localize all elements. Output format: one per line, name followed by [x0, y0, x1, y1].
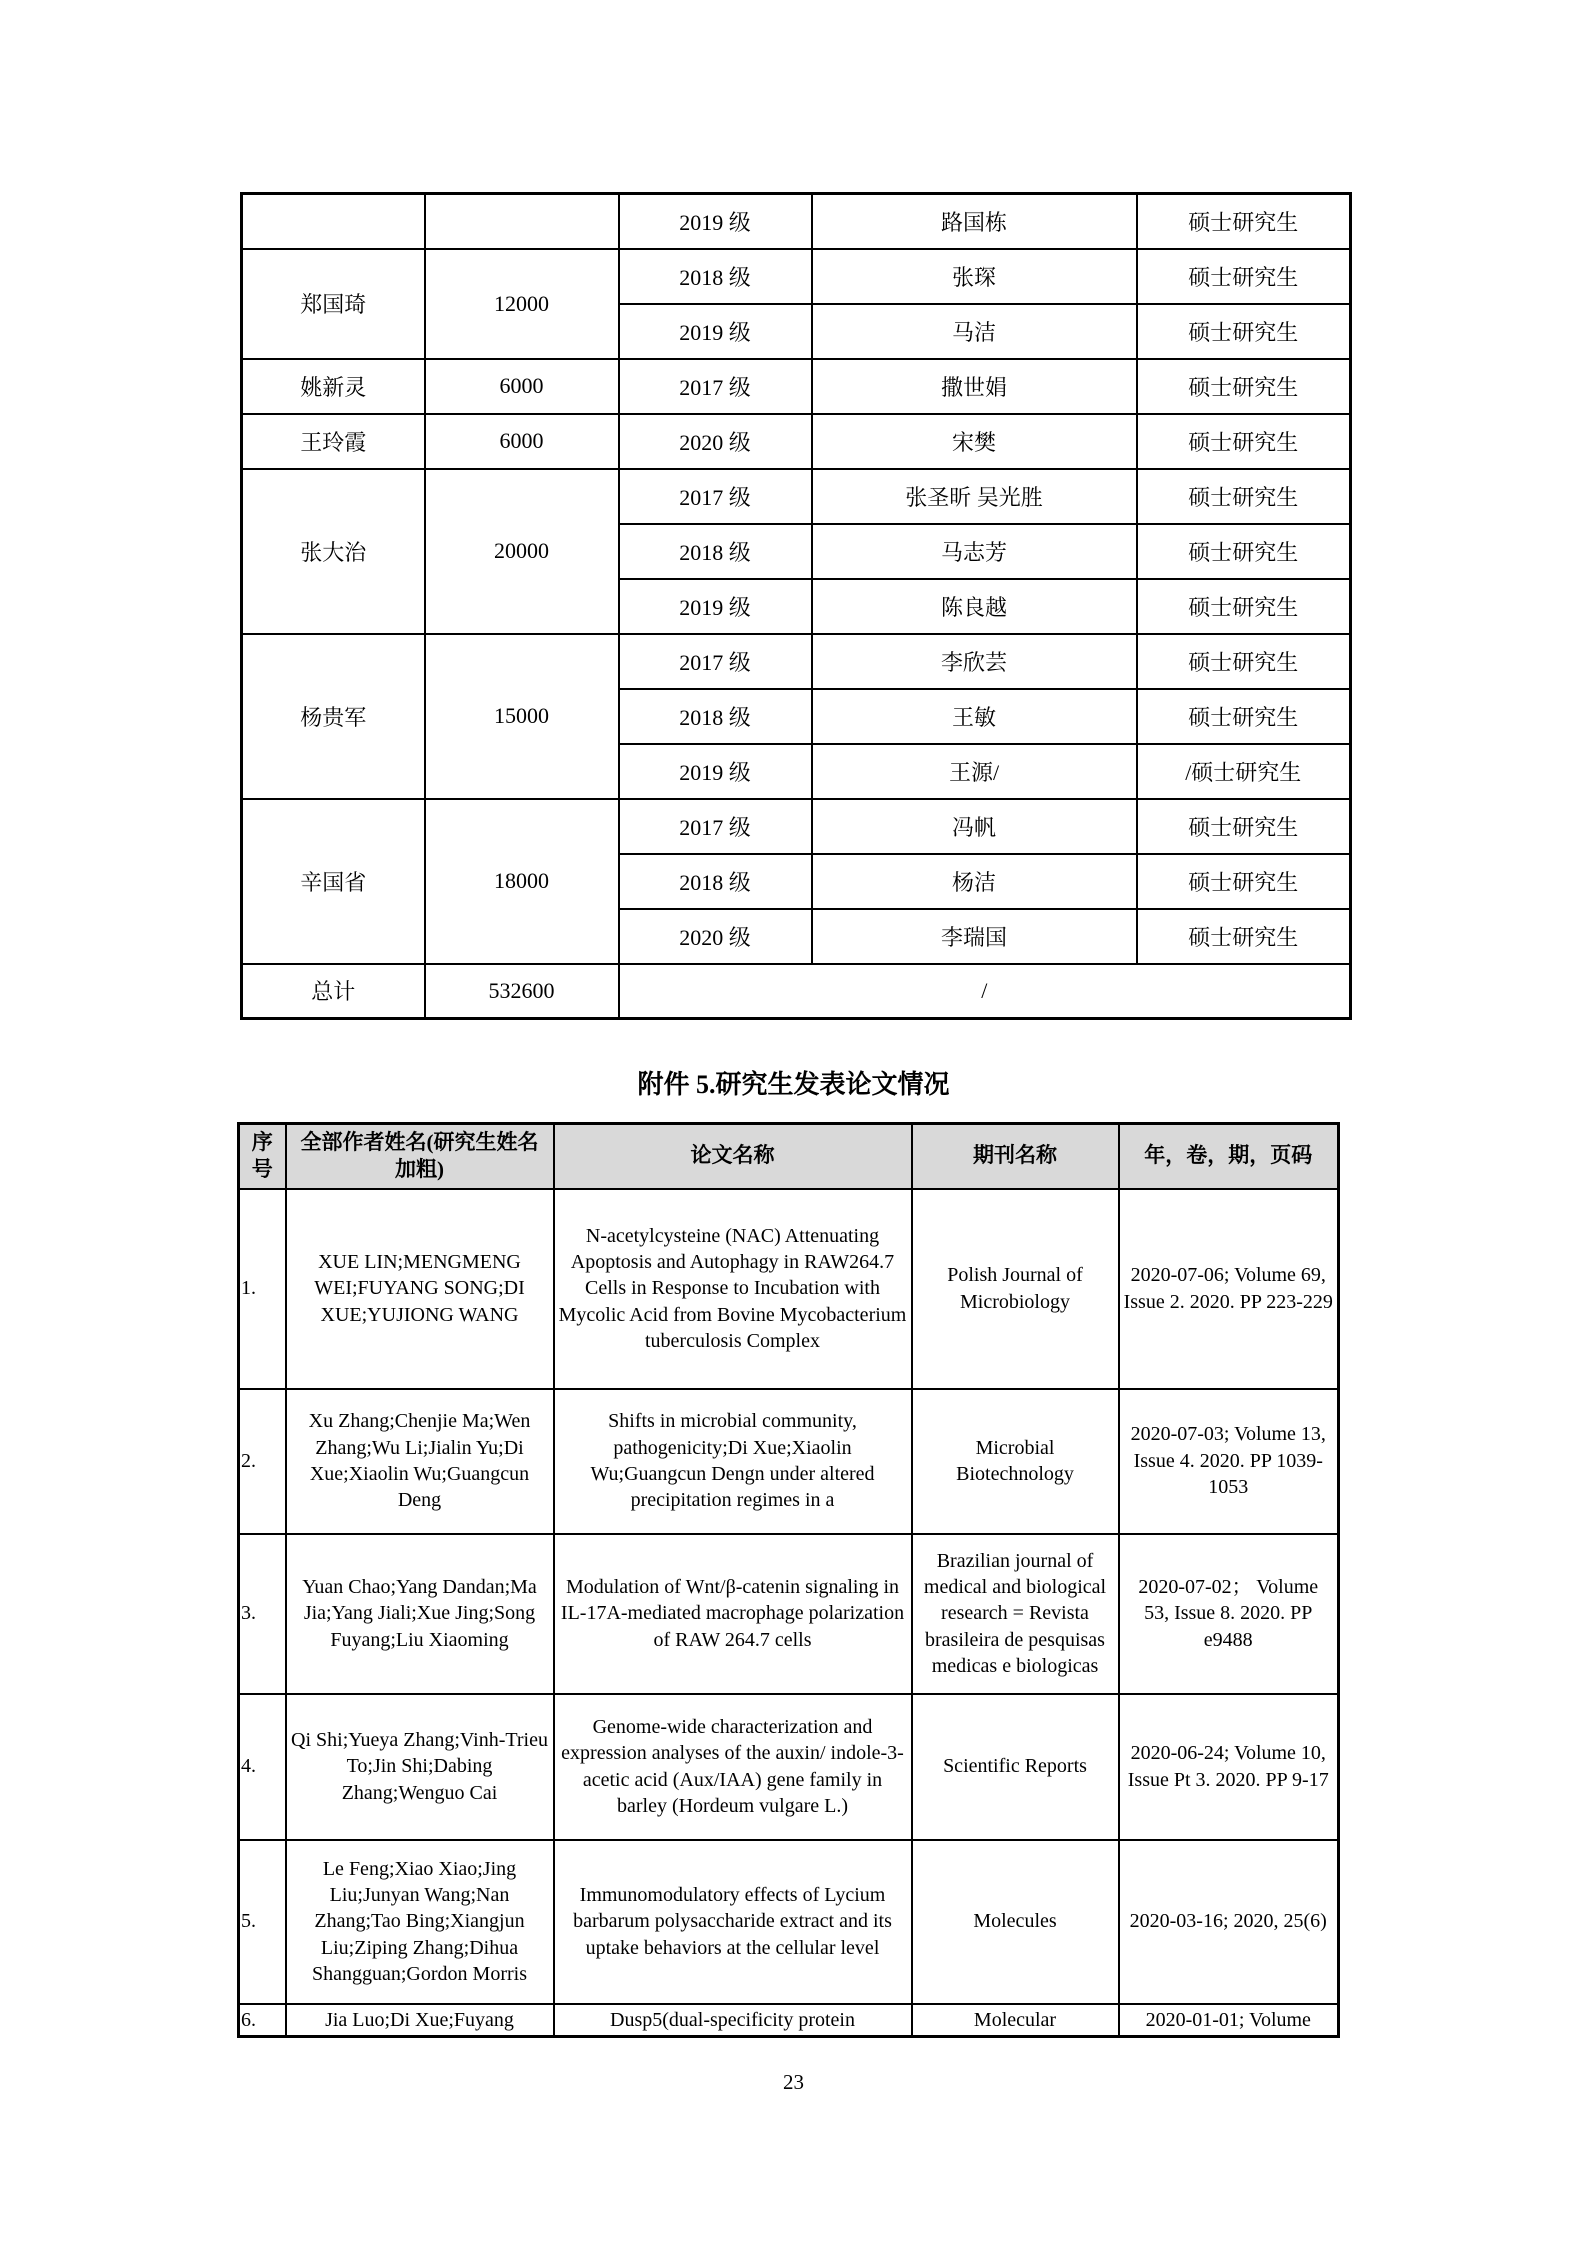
paper-issue-cell: 2020-07-06; Volume 69, Issue 2. 2020. PP 223-229: [1119, 1189, 1339, 1389]
student-name-cell: 宋樊: [812, 414, 1137, 469]
student-type-cell: 硕士研究生: [1137, 469, 1351, 524]
grade-cell: 2018 级: [619, 249, 812, 304]
paper-no-cell: 1.: [239, 1189, 286, 1389]
paper-journal-cell: Scientific Reports: [912, 1694, 1119, 1840]
student-name-cell: 路国栋: [812, 194, 1137, 249]
grade-cell: 2017 级: [619, 799, 812, 854]
student-name-cell: 撒世娟: [812, 359, 1137, 414]
paper-authors-cell: Xu Zhang;Chenjie Ma;Wen Zhang;Wu Li;Jialin Yu;Di Xue;Xiaolin Wu;Guangcun Deng: [286, 1389, 554, 1534]
teacher-name-cell: 郑国琦: [242, 249, 425, 359]
total-label-cell: 总计: [242, 964, 425, 1019]
paper-issue-cell: 2020-06-24; Volume 10, Issue Pt 3. 2020. PP 9-17: [1119, 1694, 1339, 1840]
student-type-cell: 硕士研究生: [1137, 799, 1351, 854]
student-type-cell: 硕士研究生: [1137, 579, 1351, 634]
grade-cell: 2020 级: [619, 909, 812, 964]
grade-cell: 2017 级: [619, 469, 812, 524]
grade-cell: 2018 级: [619, 524, 812, 579]
teacher-name-cell: 姚新灵: [242, 359, 425, 414]
amount-cell: 6000: [425, 359, 619, 414]
header-issue: 年，卷，期，页码: [1119, 1124, 1339, 1189]
paper-journal-cell: Molecular: [912, 2004, 1119, 2037]
student-name-cell: 冯帆: [812, 799, 1137, 854]
funding-row: [242, 634, 1351, 689]
amount-cell: 18000: [425, 799, 619, 964]
papers-header-row: [239, 1124, 1339, 1189]
grade-cell: 2019 级: [619, 194, 812, 249]
student-name-cell: 陈良越: [812, 579, 1137, 634]
paper-row: [239, 1189, 1339, 1389]
paper-row: [239, 1389, 1339, 1534]
paper-issue-cell: 2020-07-02； Volume 53, Issue 8. 2020. PP e9488: [1119, 1534, 1339, 1694]
paper-journal-cell: Molecules: [912, 1840, 1119, 2004]
grade-cell: 2020 级: [619, 414, 812, 469]
student-type-cell: 硕士研究生: [1137, 414, 1351, 469]
paper-title-cell: Genome-wide characterization and expression analyses of the auxin/ indole-3-acetic acid (Aux/IAA) gene family in barley (Hordeum vulgare L.): [554, 1694, 912, 1840]
paper-row: [239, 1840, 1339, 2004]
paper-title-cell: Modulation of Wnt/β-catenin signaling in IL-17A-mediated macrophage polarization of RAW 264.7 cells: [554, 1534, 912, 1694]
student-name-cell: 杨洁: [812, 854, 1137, 909]
paper-no-cell: 4.: [239, 1694, 286, 1840]
paper-no-cell: 3.: [239, 1534, 286, 1694]
paper-title-cell: Shifts in microbial community, pathogenicity;Di Xue;Xiaolin Wu;Guangcun Dengn under altered precipitation regimes in a: [554, 1389, 912, 1534]
grade-cell: 2019 级: [619, 744, 812, 799]
paper-no-cell: 5.: [239, 1840, 286, 2004]
funding-row: [242, 359, 1351, 414]
funding-total-row: [242, 964, 1351, 1019]
teacher-name-cell: 张大治: [242, 469, 425, 634]
student-name-cell: 张圣昕 吴光胜: [812, 469, 1137, 524]
paper-row: [239, 2004, 1339, 2037]
amount-cell: [425, 194, 619, 249]
paper-authors-cell: Le Feng;Xiao Xiao;Jing Liu;Junyan Wang;Nan Zhang;Tao Bing;Xiangjun Liu;Ziping Zhang;Dihua Shangguan;Gordon Morris: [286, 1840, 554, 2004]
teacher-name-cell: 辛国省: [242, 799, 425, 964]
amount-cell: 12000: [425, 249, 619, 359]
student-type-cell: 硕士研究生: [1137, 909, 1351, 964]
funding-row: [242, 249, 1351, 304]
funding-table: [240, 192, 1352, 1020]
paper-row: [239, 1694, 1339, 1840]
student-type-cell: 硕士研究生: [1137, 689, 1351, 744]
papers-table: [237, 1122, 1340, 2038]
grade-cell: 2018 级: [619, 854, 812, 909]
student-name-cell: 王敏: [812, 689, 1137, 744]
page-number: 23: [783, 2070, 804, 2094]
paper-issue-cell: 2020-03-16; 2020, 25(6): [1119, 1840, 1339, 2004]
paper-authors-cell: Jia Luo;Di Xue;Fuyang: [286, 2004, 554, 2037]
student-type-cell: 硕士研究生: [1137, 634, 1351, 689]
student-type-cell: 硕士研究生: [1137, 854, 1351, 909]
paper-issue-cell: 2020-01-01; Volume: [1119, 2004, 1339, 2037]
funding-row: [242, 799, 1351, 854]
grade-cell: 2018 级: [619, 689, 812, 744]
paper-title-cell: Immunomodulatory effects of Lycium barbarum polysaccharide extract and its uptake behaviors at the cellular level: [554, 1840, 912, 2004]
paper-journal-cell: Polish Journal of Microbiology: [912, 1189, 1119, 1389]
header-no: 序号: [239, 1124, 286, 1189]
grade-cell: 2017 级: [619, 634, 812, 689]
student-type-cell: /硕士研究生: [1137, 744, 1351, 799]
paper-title-cell: N-acetylcysteine (NAC) Attenuating Apoptosis and Autophagy in RAW264.7 Cells in Response to Incubation with Mycolic Acid from Bovine Mycobacterium tuberculosis Complex: [554, 1189, 912, 1389]
teacher-name-cell: 王玲霞: [242, 414, 425, 469]
amount-cell: 6000: [425, 414, 619, 469]
student-type-cell: 硕士研究生: [1137, 194, 1351, 249]
paper-no-cell: 6.: [239, 2004, 286, 2037]
teacher-name-cell: 杨贵军: [242, 634, 425, 799]
paper-journal-cell: Brazilian journal of medical and biological research = Revista brasileira de pesquisas medicas e biologicas: [912, 1534, 1119, 1694]
amount-cell: 15000: [425, 634, 619, 799]
paper-row: [239, 1534, 1339, 1694]
amount-cell: 20000: [425, 469, 619, 634]
paper-title-cell: Dusp5(dual-specificity protein: [554, 2004, 912, 2037]
paper-authors-cell: Qi Shi;Yueya Zhang;Vinh-Trieu To;Jin Shi;Dabing Zhang;Wenguo Cai: [286, 1694, 554, 1840]
paper-authors-cell: XUE LIN;MENGMENG WEI;FUYANG SONG;DI XUE;YUJIONG WANG: [286, 1189, 554, 1389]
teacher-name-cell: [242, 194, 425, 249]
total-rest-cell: /: [619, 964, 1351, 1019]
student-type-cell: 硕士研究生: [1137, 359, 1351, 414]
grade-cell: 2017 级: [619, 359, 812, 414]
total-amount-cell: 532600: [425, 964, 619, 1019]
paper-authors-cell: Yuan Chao;Yang Dandan;Ma Jia;Yang Jiali;Xue Jing;Song Fuyang;Liu Xiaoming: [286, 1534, 554, 1694]
header-title: 论文名称: [554, 1124, 912, 1189]
grade-cell: 2019 级: [619, 304, 812, 359]
funding-row: [242, 194, 1351, 249]
attachment5-title: 附件 5.研究生发表论文情况: [637, 1070, 950, 1099]
paper-no-cell: 2.: [239, 1389, 286, 1534]
student-type-cell: 硕士研究生: [1137, 524, 1351, 579]
grade-cell: 2019 级: [619, 579, 812, 634]
student-name-cell: 马洁: [812, 304, 1137, 359]
funding-row: [242, 469, 1351, 524]
header-journal: 期刊名称: [912, 1124, 1119, 1189]
paper-issue-cell: 2020-07-03; Volume 13, Issue 4. 2020. PP 1039-1053: [1119, 1389, 1339, 1534]
student-type-cell: 硕士研究生: [1137, 249, 1351, 304]
paper-journal-cell: Microbial Biotechnology: [912, 1389, 1119, 1534]
header-authors: 全部作者姓名(研究生姓名加粗): [286, 1124, 554, 1189]
student-name-cell: 李欣芸: [812, 634, 1137, 689]
funding-row: [242, 414, 1351, 469]
student-name-cell: 李瑞国: [812, 909, 1137, 964]
student-type-cell: 硕士研究生: [1137, 304, 1351, 359]
student-name-cell: 王源/: [812, 744, 1137, 799]
student-name-cell: 马志芳: [812, 524, 1137, 579]
student-name-cell: 张琛: [812, 249, 1137, 304]
